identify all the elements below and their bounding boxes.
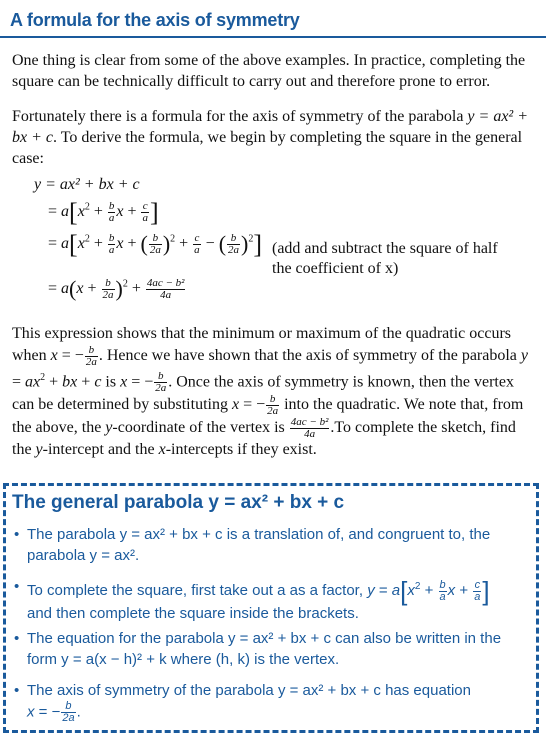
para2-text-b: . To derive the formula, we begin by completing the square in the general case: bbox=[12, 129, 523, 167]
bullet-complete-square: • To complete the square, first take out a as a factor, $y = a[x^2$ + $\frac{b}{a}$ x + $\frac{c}{a}$ ] and then complete the square inside the brackets. bbox=[14, 576, 490, 622]
bullet-dot: • bbox=[14, 526, 20, 543]
para2-text-a: Fortunately there is a formula for the axis of symmetry of the parabola bbox=[12, 108, 464, 125]
section-heading: A formula for the axis of symmetry bbox=[10, 10, 300, 30]
derivation-line-3: = $a[x^2$ + $\frac{b}{a}$ x + ( $\frac{b}{2a}$ )$^2$ + $\frac{c}{a}$ − ( $\frac{b}{2a}$ )$^2$] bbox=[48, 230, 263, 259]
heading-rule bbox=[0, 36, 546, 38]
paragraph-intro: One thing is clear from some of the above examples. In practice, completing the square can be technically difficult to carry out and therefore prone to error. bbox=[12, 52, 526, 90]
bullet-vertex-form: • The equation for the parabola y = ax² + bx + c can also be written in the form y = a(x − h)² + k where (h, k) is the vertex. bbox=[14, 630, 502, 668]
derivation-line-4: = a(x + $\frac{b}{2a}$ )$^2$ + $\frac{\text{4ac − b²}}{4a}$ bbox=[48, 276, 185, 301]
paragraph-formula-intro bbox=[12, 106, 532, 169]
para2-equation: y = ax² + bx + c bbox=[12, 108, 529, 146]
derivation-line-1: y = ax² + bx + c bbox=[34, 176, 140, 193]
paragraph-axis-derivation: This expression shows that the minimum or maximum of the quadratic occurs when x = − $\frac{b}{2a}$ . Hence we have shown that the axis of symmetry of the parabola $y = ax^2$ + bx + c is x = − $\frac{b}{2a}$ . Once the axis of symmetry is known, then the vertex can be determined by substituting x = − $\frac{b}{2a}$ into the quadratic. We note that, from the above, the y-coordinate of the vertex is $\frac{\text{4ac − b²}}{4a}$ .To complete the sketch, find the y-intercept and the x-intercepts if they exist. bbox=[12, 325, 529, 458]
bullet-dot: • bbox=[14, 578, 20, 595]
derivation-note: (add and subtract the square of half the coefficient of x) bbox=[272, 240, 498, 277]
bullet-dot: • bbox=[14, 630, 20, 647]
bullet-axis-equation: • The axis of symmetry of the parabola y = ax² + bx + c has equation x = − $\frac{b}{2a}$ . bbox=[14, 682, 471, 724]
bullet-dot: • bbox=[14, 682, 20, 699]
derivation-line-2: = $a[x^2$ + $\frac{b}{a}$ x + $\frac{c}{a}$ ] bbox=[48, 198, 159, 227]
bullet-translation: • The parabola y = ax² + bx + c is a translation of, and congruent to, the parabola y = ax². bbox=[14, 526, 491, 564]
summary-box-title: The general parabola y = ax² + bx + c bbox=[12, 492, 345, 513]
